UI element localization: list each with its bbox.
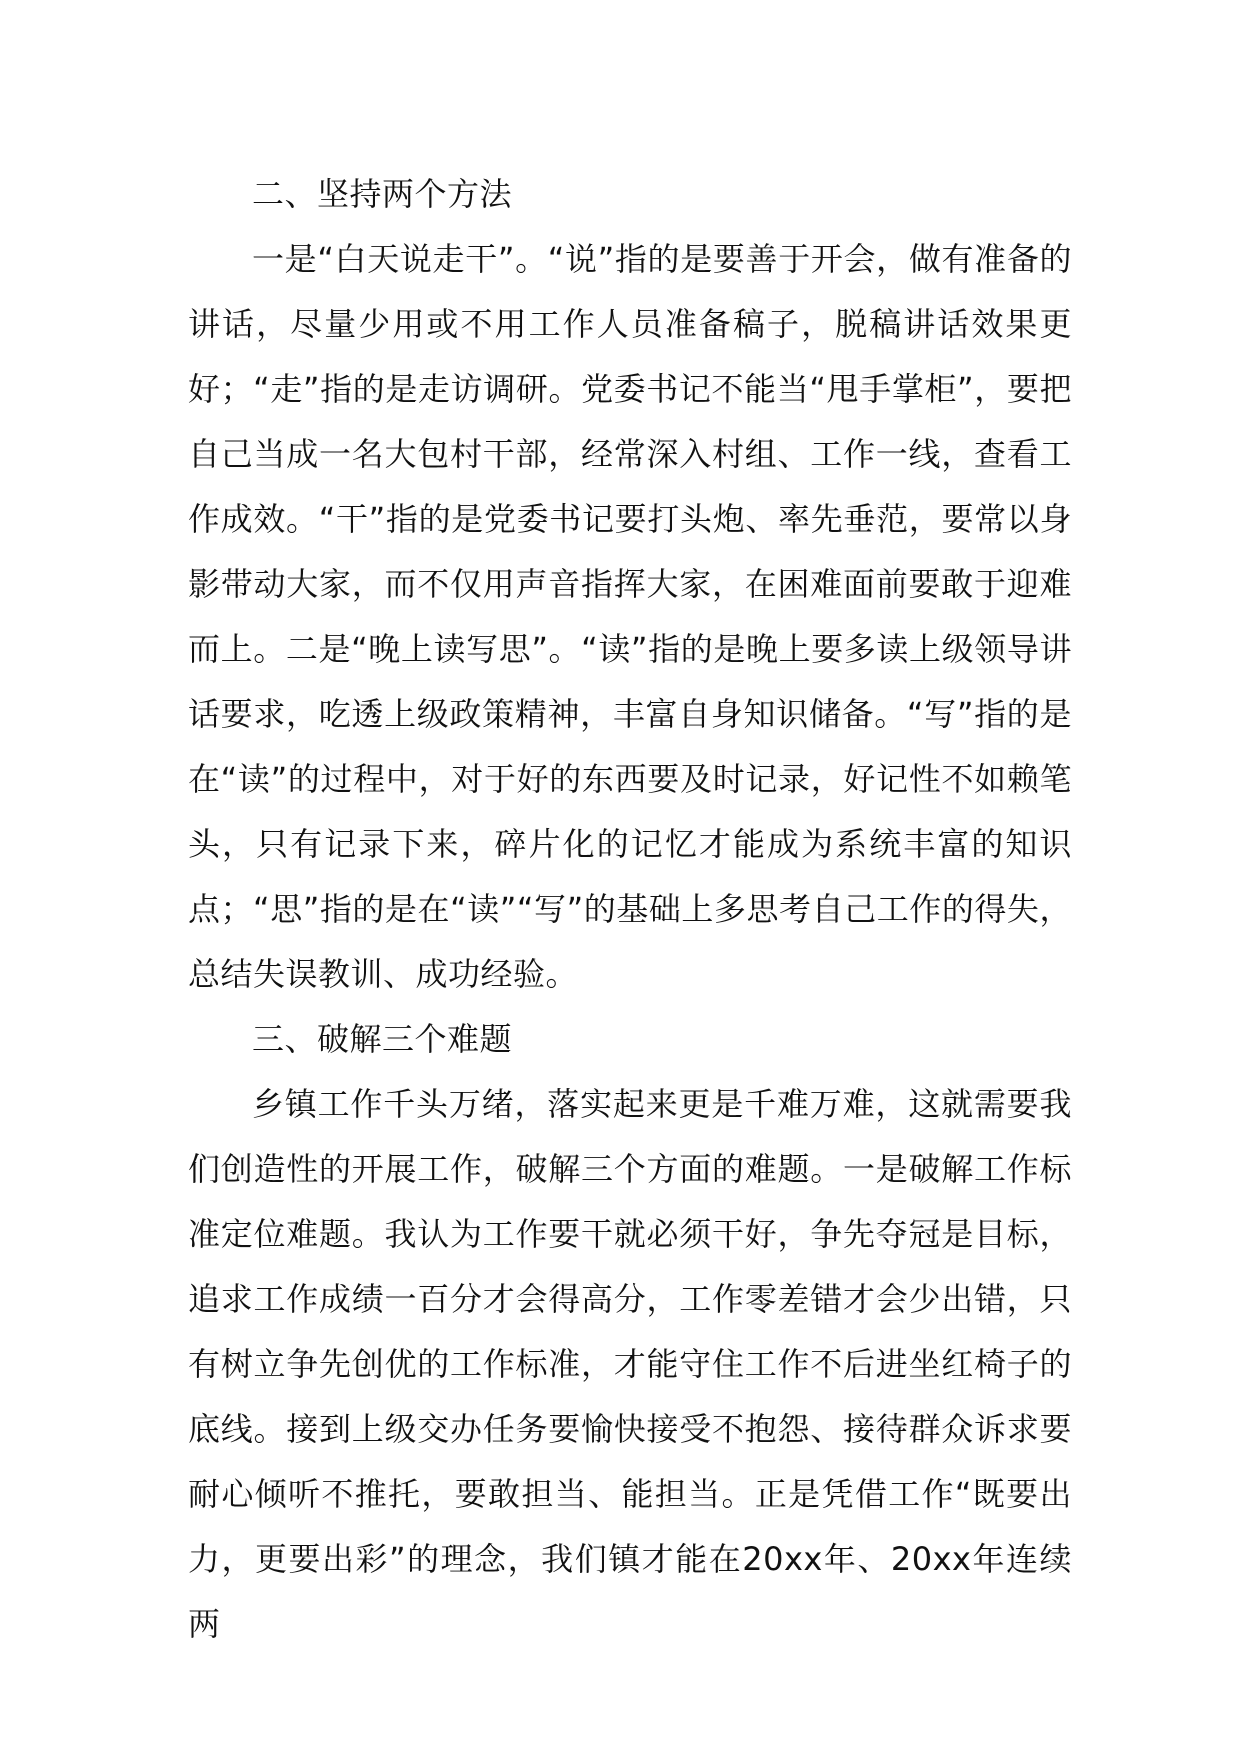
- document-body: [188, 162, 1072, 1657]
- section-heading-methods: 二、坚持两个方法: [252, 175, 513, 213]
- section-heading-problems: 三、破解三个难题: [252, 1020, 513, 1058]
- body-paragraph: 乡镇工作千头万绪，落实起来更是千难万难，这就需要我们创造性的开展工作，破解三个方面的难题。一是破解工作标准定位难题。我认为工作要干就必须干好，争先夺冠是目标，追求工作成绩一百分才会得高分，工作零差错才会少出错，只有树立争先创优的工作标准，才能守住工作不后进坐红椅子的底线。接到上级交办任务要愉快接受不抱怨、接待群众诉求要耐心倾听不推托，要敢担当、能担当。正是凭借工作“既要出力，更要出彩”的理念，我们镇才能在20xx年、20xx年连续两: [188, 1085, 1072, 1643]
- body-paragraph: 一是“白天说走干”。“说”指的是要善于开会，做有准备的讲话，尽量少用或不用工作人员准备稿子，脱稿讲话效果更好；“走”指的是走访调研。党委书记不能当“甩手掌柜”，要把自己当成一名大包村干部，经常深入村组、工作一线，查看工作成效。“干”指的是党委书记要打头炮、率先垂范，要常以身影带动大家，而不仅用声音指挥大家，在困难面前要敢于迎难而上。二是“晚上读写思”。“读”指的是晚上要多读上级领导讲话要求，吃透上级政策精神，丰富自身知识储备。“写”指的是在“读”的过程中，对于好的东西要及时记录，好记性不如赖笔头，只有记录下来，碎片化的记忆才能成为系统丰富的知识点；“思”指的是在“读”“写”的基础上多思考自己工作的得失，总结失误教训、成功经验。: [188, 240, 1072, 993]
